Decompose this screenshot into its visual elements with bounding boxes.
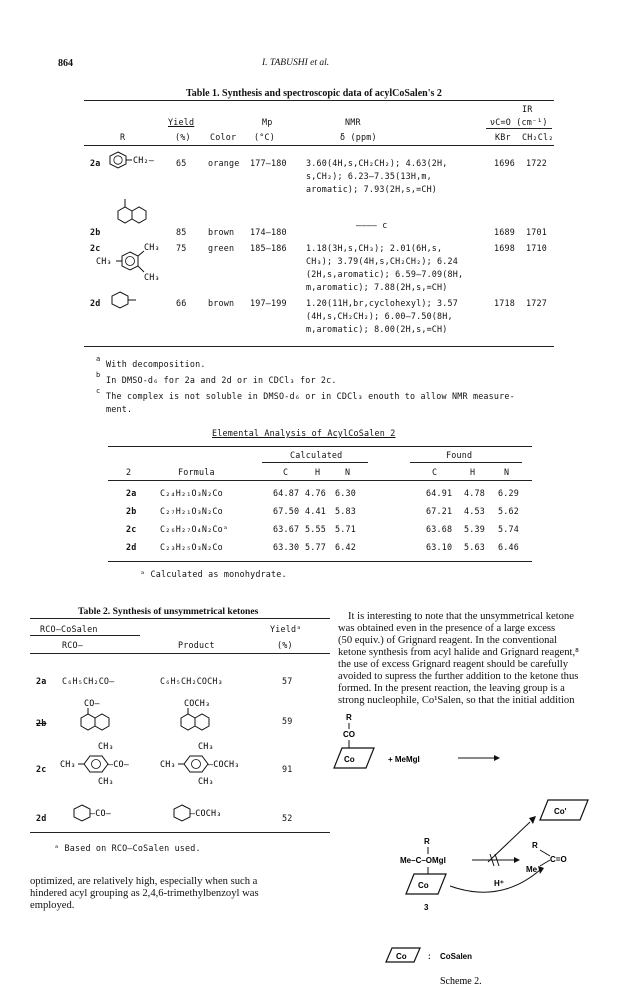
- elemental-row-id: 2c: [126, 524, 137, 534]
- table1-bottom-rule: [84, 346, 554, 347]
- mesityl-structure: [96, 242, 170, 288]
- t1-row-2c-color: green: [208, 243, 235, 253]
- elemental-col-h2: H: [470, 467, 476, 477]
- t2-row-2c-yield: 91: [282, 764, 293, 774]
- svg-text:R: R: [532, 841, 538, 850]
- t1-h-mp: Mp: [262, 117, 273, 127]
- benzyl-structure: [108, 150, 158, 172]
- running-head: I. TABUSHI et al.: [262, 58, 330, 68]
- t2-mesityl-co: [60, 742, 150, 786]
- elemental-row-found: 5.63: [464, 542, 485, 552]
- svg-text:CoSalen: CoSalen: [440, 952, 473, 961]
- svg-text:–COCH₃: –COCH₃: [190, 808, 222, 818]
- table1-top-rule: [84, 100, 554, 101]
- t1-row-2d-nmr-3: m,aromatic); 8.00(2H,s,=CH): [306, 324, 448, 334]
- t1-row-2b-nmr: ———— c: [356, 220, 388, 230]
- elemental-row-calc: 67.50: [273, 506, 300, 516]
- t1-row-2b-ch2cl2: 1701: [526, 227, 547, 237]
- svg-text:CH₃: CH₃: [98, 776, 114, 786]
- body-left-line-2: hindered acyl grouping as 2,4,6-trimethylbenzoyl was: [30, 888, 259, 899]
- svg-text:–CO–: –CO–: [108, 759, 129, 769]
- t1-row-2a-id: 2a: [90, 158, 101, 168]
- t1-row-2d-yield: 66: [176, 298, 187, 308]
- body-right-line-4: ketone synthesis from acyl halide and Grignard reagent,⁸: [338, 647, 579, 658]
- t1-ir-rule: [486, 128, 552, 129]
- svg-text:CO–: CO–: [84, 698, 100, 708]
- cyclohexyl-structure: [110, 290, 150, 312]
- t1-fn-c-cont: ment.: [106, 404, 133, 414]
- elemental-calc-label: Calculated: [290, 450, 343, 460]
- elemental-row-calc: 63.67: [273, 524, 300, 534]
- t1-row-2a-yield: 65: [176, 158, 187, 168]
- t1-row-2d-id: 2d: [90, 298, 101, 308]
- t1-row-2c-nmr-2: CH₃); 3.79(4H,s,CH₂CH₂); 6.24: [306, 256, 459, 266]
- t1-row-2a-kbr: 1696: [494, 158, 515, 168]
- svg-text::: :: [428, 952, 431, 961]
- t1-row-2d-mp: 197–199: [250, 298, 287, 308]
- t1-h-yield: Yield: [168, 117, 195, 127]
- t2-footnote: ᵃ Based on RCO–CoSalen used.: [54, 843, 201, 853]
- elemental-row-formula: C₂₃H₂₅O₃N₂Co: [160, 542, 223, 552]
- t1-h-ir-nu: νC=O (cm⁻¹): [490, 117, 548, 127]
- elemental-found-label: Found: [446, 450, 473, 460]
- t1-fn-c: The complex is not soluble in DMSO-d₆ or in CDCl₃ enouth to allow NMR measure-: [106, 391, 515, 401]
- t1-row-2c-ch2cl2: 1710: [526, 243, 547, 253]
- body-right-line-5: the use of excess Grignard reagent should be carefully: [338, 659, 569, 670]
- svg-text:CH₃: CH₃: [198, 776, 214, 786]
- t1-row-2c-nmr-4: m,aromatic); 7.88(2H,s,=CH): [306, 282, 448, 292]
- elemental-col-2: 2: [126, 467, 132, 477]
- elemental-row-id: 2b: [126, 506, 137, 516]
- elemental-row-calc: 5.55: [305, 524, 326, 534]
- svg-text:CH₂–: CH₂–: [133, 155, 154, 165]
- elemental-row-found: 4.53: [464, 506, 485, 516]
- t1-row-2c-kbr: 1698: [494, 243, 515, 253]
- elemental-row-found: 5.62: [498, 506, 519, 516]
- scheme-2: [330, 710, 610, 1000]
- elemental-found-rule: [410, 462, 522, 463]
- t2-row-2c-id: 2c: [36, 764, 47, 774]
- t2-row-2d-id: 2d: [36, 813, 47, 823]
- elemental-row-found: 6.29: [498, 488, 519, 498]
- t1-fn-a: With decomposition.: [106, 359, 206, 369]
- elemental-row-found: 5.39: [464, 524, 485, 534]
- svg-text:CH₃: CH₃: [144, 272, 160, 282]
- elemental-row-found: 4.78: [464, 488, 485, 498]
- t1-row-2a-color: orange: [208, 158, 240, 168]
- svg-text:Co: Co: [396, 952, 407, 961]
- body-right-line-6: avoided to supress the further addition to the ketone thus: [338, 671, 579, 682]
- elemental-row-found: 67.21: [426, 506, 453, 516]
- elemental-row-found: 5.74: [498, 524, 519, 534]
- t2-h2: RCO–: [62, 640, 83, 650]
- t1-h-nmr: NMR: [345, 117, 361, 127]
- elemental-row-calc: 6.30: [335, 488, 356, 498]
- svg-text:CH₃: CH₃: [98, 741, 114, 751]
- body-right-line-8: strong nucleophile, Co¹Salen, so that the initial addition: [338, 695, 575, 706]
- t1-row-2c-yield: 75: [176, 243, 187, 253]
- body-right-line-7: formed. In the present reaction, the leaving group is a: [338, 683, 565, 694]
- t2-naphthyl-co: [70, 700, 120, 736]
- table2-header-rule: [30, 653, 330, 654]
- t1-row-2a-ch2cl2: 1722: [526, 158, 547, 168]
- elemental-row-calc: 63.30: [273, 542, 300, 552]
- elemental-col-formula: Formula: [178, 467, 215, 477]
- svg-text:CH₃: CH₃: [198, 741, 214, 751]
- t2-h1: RCO–CoSalen: [40, 624, 98, 634]
- t1-row-2d-ch2cl2: 1727: [526, 298, 547, 308]
- table2-top-rule: [30, 618, 330, 619]
- table2-title: Table 2. Synthesis of unsymmetrical ketones: [78, 606, 259, 617]
- t2-row-2a-yield: 57: [282, 676, 293, 686]
- elemental-row-formula: C₂₇H₂₁O₃N₂Co: [160, 506, 223, 516]
- svg-text:H⁺: H⁺: [494, 879, 504, 888]
- svg-text:–CO–: –CO–: [90, 808, 111, 818]
- t2-cyclohexyl-product: [172, 803, 242, 825]
- body-left-line-1: optimized, are relatively high, especially when such a: [30, 876, 258, 887]
- svg-text:3: 3: [424, 903, 429, 912]
- t1-row-2a-nmr-1: 3.60(4H,s,CH₂CH₂); 4.63(2H,: [306, 158, 448, 168]
- elemental-row-calc: 5.83: [335, 506, 356, 516]
- t1-row-2d-nmr-1: 1.20(11H,br,cyclohexyl); 3.57: [306, 298, 459, 308]
- elemental-calc-rule: [262, 462, 368, 463]
- t2-row-2d-yield: 52: [282, 813, 293, 823]
- elemental-row-id: 2a: [126, 488, 137, 498]
- svg-text:C=O: C=O: [550, 855, 567, 864]
- table1-header-rule: [84, 145, 554, 146]
- t1-row-2a-nmr-2: s,CH₂); 6.23–7.35(13H,m,: [306, 171, 432, 181]
- elemental-row-calc: 6.42: [335, 542, 356, 552]
- page-number: 864: [58, 58, 73, 69]
- svg-text:Me: Me: [526, 865, 538, 874]
- svg-text:Me–C–OMgI: Me–C–OMgI: [400, 856, 446, 865]
- body-right-line-3: (50 equiv.) of Grignard reagent. In the conventional: [338, 635, 558, 646]
- t2-row-2a-id: 2a: [36, 676, 47, 686]
- t1-fn-c-mark: c: [96, 387, 101, 395]
- t1-row-2a-nmr-3: aromatic); 7.93(2H,s,=CH): [306, 184, 438, 194]
- t1-h-color: Color: [210, 132, 237, 142]
- t2-row-2a-product: C₆H₅CH₂COCH₃: [160, 676, 223, 686]
- svg-text:CH₃: CH₃: [96, 256, 112, 266]
- t1-h-r: R: [120, 132, 126, 142]
- t1-h-kbr: KBr: [495, 132, 511, 142]
- svg-text:R: R: [424, 837, 430, 846]
- t1-row-2b-color: brown: [208, 227, 235, 237]
- svg-text:CH₃: CH₃: [60, 759, 76, 769]
- elemental-row-formula: C₂₄H₂₁O₃N₂Co: [160, 488, 223, 498]
- elemental-row-found: 63.68: [426, 524, 453, 534]
- t2-row-2b-yield: 59: [282, 716, 293, 726]
- elemental-col-n2: N: [504, 467, 510, 477]
- elemental-row-calc: 5.77: [305, 542, 326, 552]
- t2-mesityl-product: [160, 742, 260, 786]
- svg-text:Co: Co: [418, 881, 429, 890]
- elemental-bottom-rule: [108, 561, 532, 562]
- elemental-row-found: 63.10: [426, 542, 453, 552]
- svg-text:Scheme 2.: Scheme 2.: [440, 976, 482, 987]
- t1-h-nmr-unit: δ (ppm): [340, 132, 377, 142]
- t1-row-2c-mp: 185–186: [250, 243, 287, 253]
- t1-row-2b-kbr: 1689: [494, 227, 515, 237]
- elemental-footnote: ᵃ Calculated as monohydrate.: [140, 569, 287, 579]
- body-right-line-2: was obtained even in the presence of a large excess: [338, 623, 556, 634]
- elemental-header-rule: [108, 480, 532, 481]
- t2-h5: (%): [277, 640, 293, 650]
- elemental-row-id: 2d: [126, 542, 137, 552]
- elemental-row-calc: 5.71: [335, 524, 356, 534]
- table1-title: Table 1. Synthesis and spectroscopic data of acylCoSalen's 2: [186, 88, 442, 99]
- svg-text:Co': Co': [554, 807, 567, 816]
- t1-fn-b-mark: b: [96, 371, 101, 379]
- elemental-row-calc: 64.87: [273, 488, 300, 498]
- t1-h-yield-unit: (%): [175, 132, 191, 142]
- elemental-row-found: 6.46: [498, 542, 519, 552]
- elemental-row-formula: C₂₆H₂₇O₄N₂Coᵃ: [160, 524, 229, 534]
- t1-fn-a-mark: a: [96, 355, 101, 363]
- body-right-line-1: It is interesting to note that the unsymmetrical ketone: [348, 611, 574, 622]
- elemental-col-n1: N: [345, 467, 351, 477]
- t2-h4: Yieldᵃ: [270, 624, 302, 634]
- t1-row-2c-id: 2c: [90, 243, 101, 253]
- svg-text:Co: Co: [344, 755, 355, 764]
- t1-row-2b-yield: 85: [176, 227, 187, 237]
- t2-h1-rule: [30, 635, 140, 636]
- t1-h-ir: IR: [522, 104, 533, 114]
- elemental-col-c1: C: [283, 467, 289, 477]
- svg-text:+ MeMgI: + MeMgI: [388, 755, 420, 764]
- t1-row-2d-nmr-2: (4H,s,CH₂CH₂); 6.00–7.50(8H,: [306, 311, 453, 321]
- svg-text:CH₃: CH₃: [144, 242, 160, 252]
- elemental-row-found: 64.91: [426, 488, 453, 498]
- t1-fn-b: In DMSO-d₆ for 2a and 2d or in CDCl₃ for 2c.: [106, 375, 337, 385]
- elemental-col-h1: H: [315, 467, 321, 477]
- svg-text:–COCH₃: –COCH₃: [208, 759, 240, 769]
- t1-row-2b-id: 2b: [90, 227, 101, 237]
- naphthyl-structure: [110, 205, 150, 235]
- elemental-col-c2: C: [432, 467, 438, 477]
- svg-text:R: R: [346, 713, 352, 722]
- t1-row-2d-color: brown: [208, 298, 235, 308]
- t1-h-ch2cl2: CH₂Cl₂: [522, 132, 554, 142]
- elemental-title: Elemental Analysis of AcylCoSalen 2: [212, 428, 396, 438]
- t1-row-2b-mp: 174–180: [250, 227, 287, 237]
- svg-text:COCH₃: COCH₃: [184, 698, 211, 708]
- elemental-row-calc: 4.76: [305, 488, 326, 498]
- t1-row-2c-nmr-3: (2H,s,aromatic); 6.59–7.09(8H,: [306, 269, 464, 279]
- t2-row-2a-rco: C₆H₅CH₂CO–: [62, 676, 115, 686]
- t2-row-2b-id: 2b: [36, 718, 47, 728]
- t1-row-2c-nmr-1: 1.18(3H,s,CH₃); 2.01(6H,s,: [306, 243, 443, 253]
- t1-h-mp-unit: (°C): [254, 132, 275, 142]
- t2-naphthyl-product: [170, 700, 230, 736]
- t1-row-2d-kbr: 1718: [494, 298, 515, 308]
- body-left-line-3: employed.: [30, 900, 75, 911]
- t2-h3: Product: [178, 640, 215, 650]
- svg-text:CO: CO: [343, 730, 355, 739]
- table2-bottom-rule: [30, 832, 330, 833]
- svg-text:CH₃: CH₃: [160, 759, 176, 769]
- elemental-top-rule: [108, 446, 532, 447]
- elemental-row-calc: 4.41: [305, 506, 326, 516]
- t1-row-2a-mp: 177–180: [250, 158, 287, 168]
- t2-cyclohexyl-co: [72, 803, 132, 825]
